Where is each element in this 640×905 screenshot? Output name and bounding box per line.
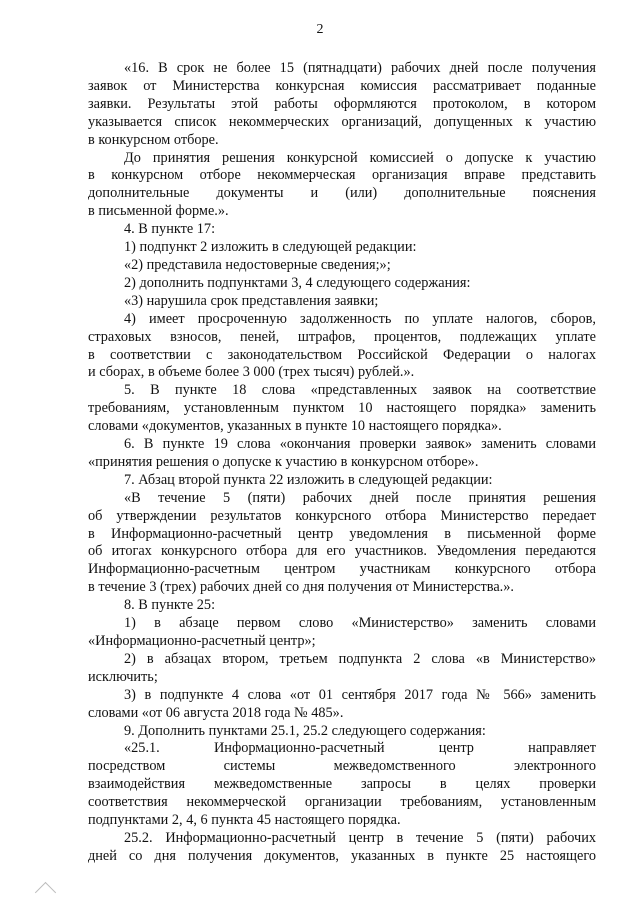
page-number: 2 [316,22,324,37]
text-line: 1) в абзаце первом слово «Министерство» заменить словами [124,615,596,632]
document-body [88,60,596,866]
text-line: соответствия некоммерческой организации требованиям, установленным [88,794,596,811]
text-line: словами «документов, указанных в пункте 10 настоящего порядка». [88,418,502,435]
scan-corner-mark [35,882,56,903]
text-line: взаимодействия межведомственные запросы в целях проверки [88,776,596,793]
text-line: в конкурсном отборе некоммерческая организация вправе представить [88,167,596,184]
text-line: 2) дополнить подпунктами 3, 4 следующего содержания: [124,274,471,291]
text-line: заявок от Министерства конкурсная комиссия рассматривает поданные [88,77,596,94]
text-line: «В течение 5 (пяти) рабочих дней после принятия решения [124,489,596,506]
text-line: 25.2. Информационно-расчетный центр в течение 5 (пяти) рабочих [124,829,596,846]
text-line: До принятия решения конкурсной комиссией о допуске к участию [124,149,596,166]
text-line: «3) нарушила срок представления заявки; [124,292,379,309]
text-line: дополнительные документы и (или) дополнительные пояснения [88,185,596,202]
text-line: «Информационно-расчетный центр»; [88,633,316,649]
text-line: 4. В пункте 17: [124,221,216,238]
text-line: «16. В срок не более 15 (пятнадцати) рабочих дней после получения [124,60,596,76]
text-line: в соответствии с законодательством Российской Федерации о налогах [88,346,596,363]
text-line: словами «от 06 августа 2018 года № 485». [88,704,344,721]
text-line: «25.1. Информационно-расчетный центр направляет [124,740,596,757]
text-line: 1) подпункт 2 изложить в следующей редакции: [124,239,417,256]
text-line: 7. Абзац второй пункта 22 изложить в следующей редакции: [124,471,493,488]
text-line: «2) представила недостоверные сведения;»; [124,256,391,273]
text-line: посредством системы межведомственного электронного [88,758,596,775]
text-line: заявки. Результаты этой работы оформляются протоколом, в котором [88,95,596,112]
text-line: требованиям, установленным пунктом 10 настоящего порядка» заменить [88,400,596,417]
text-line: указывается список некоммерческих организаций, допущенных к участию [88,113,596,130]
text-line: 6. В пункте 19 слова «окончания проверки заявок» заменить словами [124,436,596,453]
text-line: в письменной форме.». [88,203,229,220]
text-line: страховых взносов, пеней, штрафов, процентов, подлежащих уплате [88,328,596,345]
text-line: об утверждении результатов конкурсного отбора Министерство передает [88,507,596,524]
text-line: 2) в абзацах втором, третьем подпункта 2 слова «в Министерство» [124,650,596,667]
text-line: 5. В пункте 18 слова «представленных заявок на соответствие [124,382,596,399]
text-line: подпунктами 2, 4, 6 пункта 45 настоящего порядка. [88,812,401,829]
text-line: в конкурсном отборе. [88,131,219,148]
text-line: 3) в подпункте 4 слова «от 01 сентября 2017 года № 566» заменить [124,686,596,703]
text-line: 9. Дополнить пунктами 25.1, 25.2 следующего содержания: [124,722,486,739]
text-line: в течение 3 (трех) рабочих дней со дня получения от Министерства.». [88,579,514,596]
text-line: 4) имеет просроченную задолженность по уплате налогов, сборов, [124,310,596,327]
text-line: и сборах, в объеме более 3 000 (трех тысяч) рублей.». [88,364,415,381]
text-line: Информационно-расчетным центром участникам конкурсного отбора [88,561,596,578]
text-line: «принятия решения о допуске к участию в конкурсном отборе». [88,453,479,470]
text-line: исключить; [88,668,158,685]
text-line: в Информационно-расчетный центр уведомления в письменной форме [88,525,596,542]
text-line: 8. В пункте 25: [124,597,216,614]
text-line: об итогах конкурсного отбора для его участников. Уведомления передаются [88,543,596,560]
text-line: дней со дня получения документов, указанных в пункте 25 настоящего [88,847,596,864]
